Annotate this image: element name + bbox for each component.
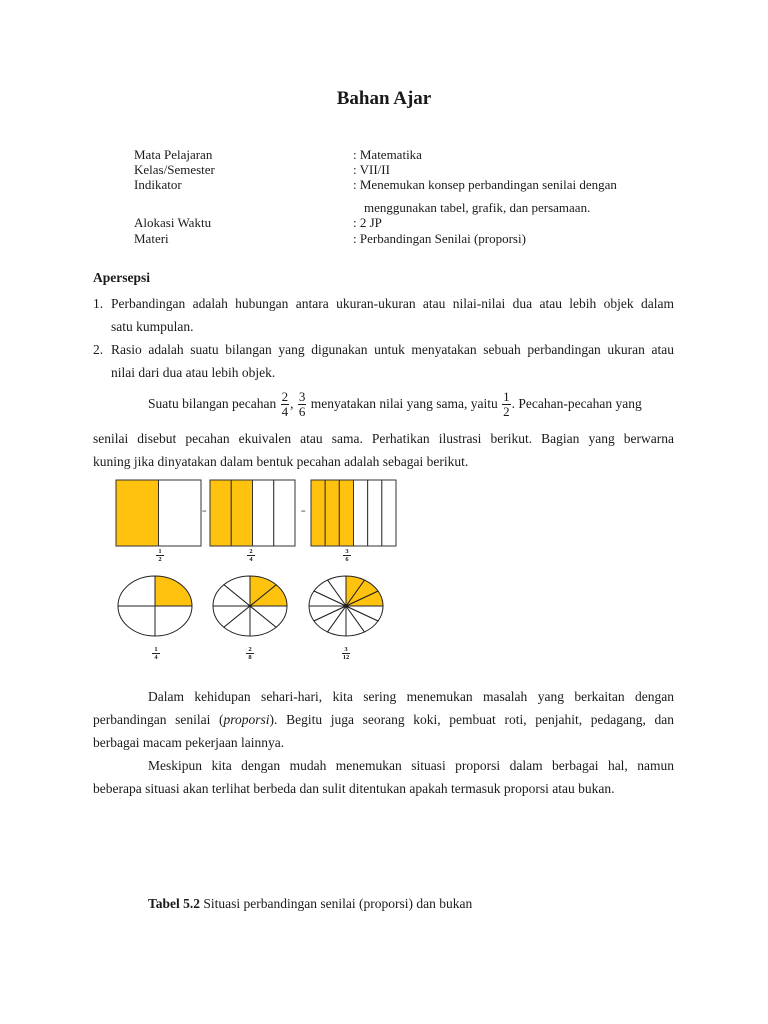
fraction-1-2 — [502, 390, 511, 419]
empty-strip — [274, 480, 295, 546]
list-number: 2. — [93, 342, 104, 357]
empty-sector — [118, 576, 155, 606]
fraction-numerator: 1 — [503, 389, 510, 405]
list-item-text: Perbandingan adalah hubungan antara ukuran-ukuran atau nilai-nilai dua atau lebih objek dalam — [111, 296, 674, 311]
text-span: ). Begitu juga seorang koki, pembuat roti, penjahit, pedagang, dan — [269, 712, 674, 727]
empty-strip — [354, 480, 368, 546]
fraction-denominator: 2 — [503, 404, 510, 420]
paragraph-line: Meskipun kita dengan mudah menemukan situasi proporsi dalam berbagai hal, namun — [148, 758, 674, 773]
meta-label-subject: Mata Pelajaran — [134, 147, 213, 162]
paragraph-line: beberapa situasi akan terlihat berbeda dan sulit ditentukan apakah termasuk proporsi atau bukan. — [93, 781, 615, 796]
meta-label-indicator: Indikator — [134, 177, 182, 192]
fraction-sentence — [148, 384, 674, 424]
paragraph-line — [93, 708, 674, 731]
circle-fraction-label: 1 4 — [146, 646, 166, 661]
fraction-rectangle — [210, 480, 295, 546]
fraction-sentence-part3: . Pecahan-pecahan yang — [511, 396, 642, 411]
paragraph-line: senilai disebut pecahan ekuivalen atau sama. Perhatikan ilustrasi berikut. Bagian yang berwarna — [93, 431, 674, 446]
empty-sector — [118, 606, 155, 636]
equals-sign: = — [301, 507, 306, 516]
fraction-numerator: 3 — [298, 389, 306, 405]
table-caption-text: Situasi perbandingan senilai (proporsi) dan bukan — [200, 896, 473, 911]
fraction-2-4 — [281, 390, 290, 419]
shaded-strip — [116, 480, 159, 546]
shaded-sector — [155, 576, 192, 606]
italic-term: proporsi — [223, 712, 270, 727]
fraction-circle — [309, 576, 383, 636]
empty-sector — [155, 606, 192, 636]
page-title: Bahan Ajar — [336, 88, 432, 109]
table-caption — [148, 892, 472, 915]
fraction-sentence-part1: Suatu bilangan pecahan — [148, 396, 277, 411]
empty-strip — [159, 480, 202, 546]
list-item-text: Rasio adalah suatu bilangan yang digunakan untuk menyatakan sebuah perbandingan ukuran atau — [111, 342, 674, 357]
meta-label-time: Alokasi Waktu — [134, 215, 212, 230]
meta-label-material: Materi — [134, 231, 169, 246]
circle-fraction-label: 3 12 — [342, 646, 350, 661]
meta-label-class: Kelas/Semester — [134, 162, 215, 177]
comma: , — [290, 396, 294, 411]
fraction-rectangle — [116, 480, 201, 546]
text-span: perbandingan senilai ( — [93, 712, 224, 727]
meta-value-subject: : Matematika — [353, 147, 422, 162]
list-item-text-cont: satu kumpulan. — [111, 319, 194, 334]
shaded-strip — [210, 480, 231, 546]
fraction-rectangle — [311, 480, 396, 546]
rect-fraction-label: 1 2 — [150, 548, 170, 563]
shaded-strip — [311, 480, 325, 546]
equals-sign: = — [202, 507, 207, 516]
empty-strip — [253, 480, 274, 546]
fraction-3-6 — [298, 390, 307, 419]
circle-fraction-label: 2 8 — [240, 646, 260, 661]
paragraph-line: Dalam kehidupan sehari-hari, kita sering menemukan masalah yang berkaitan dengan — [148, 689, 674, 704]
paragraph-line: berbagai macam pekerjaan lainnya. — [93, 735, 285, 750]
fraction-circle — [118, 576, 192, 636]
meta-value-indicator-cont: menggunakan tabel, grafik, dan persamaan. — [364, 200, 591, 215]
list-number: 1. — [93, 296, 104, 311]
empty-strip — [368, 480, 382, 546]
fraction-sentence-part2: menyatakan nilai yang sama, yaitu — [310, 396, 498, 411]
fraction-illustration — [110, 470, 410, 670]
rect-fraction-label: 3 6 — [337, 548, 357, 563]
shaded-strip — [325, 480, 339, 546]
section-heading-apersepsi: Apersepsi — [93, 270, 150, 285]
paragraph-line: kuning jika dinyatakan dalam bentuk pecahan adalah sebagai berikut. — [93, 454, 469, 469]
fraction-circle — [213, 576, 287, 636]
list-item-text-cont: nilai dari dua atau lebih objek. — [111, 365, 276, 380]
rect-fraction-label: 2 4 — [241, 548, 261, 563]
fraction-denominator: 6 — [298, 404, 306, 420]
shaded-strip — [339, 480, 353, 546]
fraction-denominator: 4 — [281, 404, 289, 420]
table-caption-label: Tabel 5.2 — [148, 896, 201, 911]
meta-value-class: : VII/II — [353, 162, 390, 177]
rectangle-models — [116, 480, 396, 546]
meta-value-indicator: : Menemukan konsep perbandingan senilai dengan — [353, 177, 617, 192]
shaded-strip — [231, 480, 252, 546]
circle-models — [118, 576, 383, 636]
empty-strip — [382, 480, 396, 546]
meta-value-time: : 2 JP — [353, 215, 382, 230]
fraction-numerator: 2 — [281, 389, 289, 405]
meta-value-material: : Perbandingan Senilai (proporsi) — [353, 231, 526, 246]
